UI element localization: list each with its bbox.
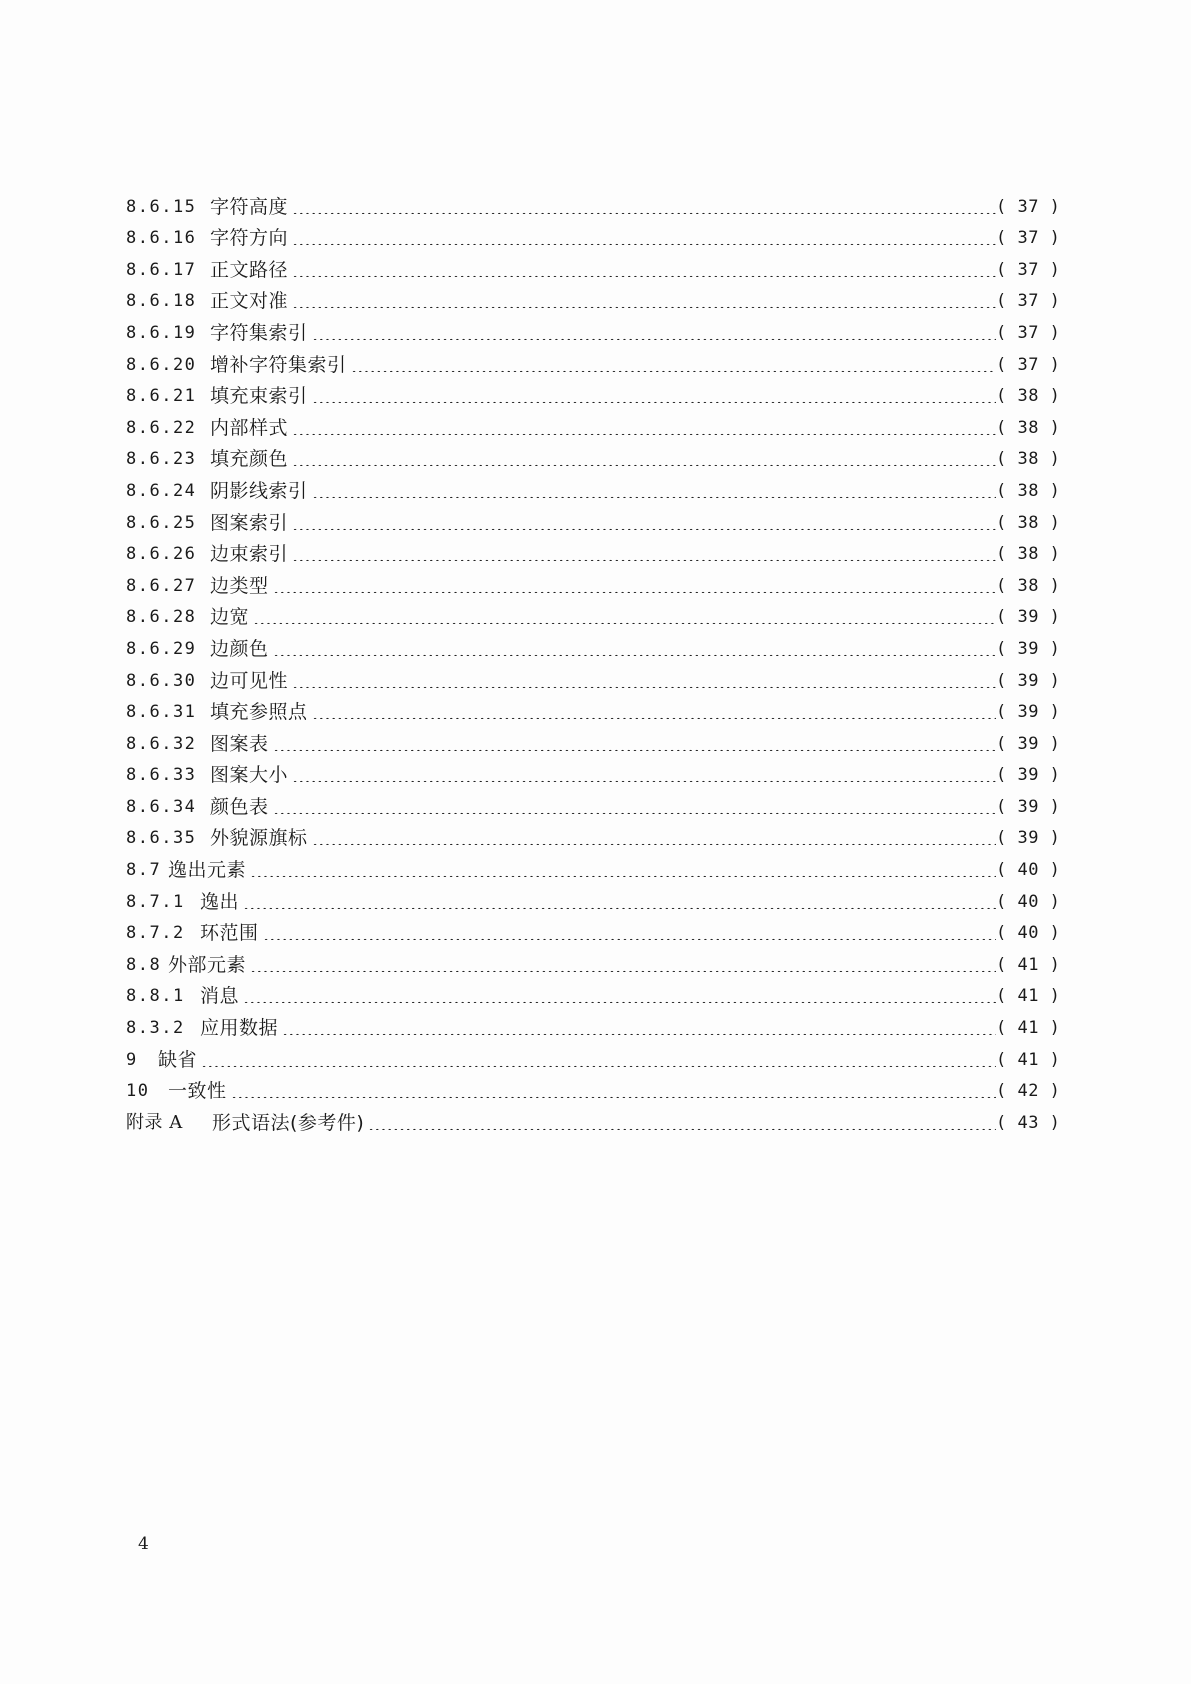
toc-entry-page: ( 38 ) (996, 386, 1061, 407)
toc-entry-page: ( 39 ) (996, 702, 1061, 723)
toc-entry-page: ( 39 ) (996, 796, 1061, 817)
toc-entry (126, 597, 1060, 629)
toc-entry (126, 1102, 1060, 1134)
toc-entry (126, 976, 1060, 1008)
toc-entry-number: 8.6.21 (126, 386, 197, 407)
toc-entry-page: ( 39 ) (996, 638, 1061, 659)
dot-leader (292, 547, 996, 561)
dot-leader (292, 674, 996, 688)
toc-entry-number: 8.6.35 (126, 828, 197, 849)
toc-entry-page: ( 41 ) (996, 954, 1061, 975)
toc-entry (126, 249, 1060, 281)
toc-entry-page: ( 39 ) (996, 670, 1061, 691)
toc-entry (126, 186, 1060, 218)
dot-leader (292, 516, 996, 530)
toc-entry (126, 565, 1060, 597)
toc-entry (126, 660, 1060, 692)
toc-entry-number: 8.6.24 (126, 480, 197, 501)
toc-entry-number: 8.7.2 (126, 923, 185, 944)
toc-entry-page: ( 40 ) (996, 860, 1061, 881)
toc-entry-page: ( 41 ) (996, 986, 1061, 1007)
dot-leader (282, 1021, 996, 1035)
toc-entry (126, 723, 1060, 755)
toc-entry (126, 692, 1060, 724)
toc-entry (126, 344, 1060, 376)
toc-entry-title: 字符集索引 (210, 321, 308, 344)
toc-entry-page: ( 37 ) (996, 354, 1061, 375)
toc-entry-number: 8.6.28 (126, 607, 197, 628)
toc-entry-number: 附录 A (126, 1111, 183, 1133)
toc-entry (126, 376, 1060, 408)
dot-leader (292, 263, 996, 277)
toc-entry-number: 9 (126, 1049, 138, 1070)
dot-leader (253, 610, 996, 624)
toc-entry-page: ( 37 ) (996, 228, 1061, 249)
toc-entry-page: ( 38 ) (996, 544, 1061, 565)
toc-entry-title: 边颜色 (210, 637, 269, 660)
table-of-contents (126, 186, 1060, 1134)
toc-entry-page: ( 39 ) (996, 765, 1061, 786)
toc-entry-page: ( 38 ) (996, 417, 1061, 438)
toc-entry-page: ( 42 ) (996, 1081, 1061, 1102)
toc-entry-number: 8.6.32 (126, 733, 197, 754)
dot-leader (243, 895, 996, 909)
dot-leader (312, 326, 996, 340)
toc-entry-page: ( 40 ) (996, 923, 1061, 944)
dot-leader (201, 1053, 996, 1067)
toc-entry-title: 应用数据 (200, 1017, 279, 1040)
dot-leader (292, 768, 996, 782)
toc-entry-title: 内部样式 (210, 416, 289, 439)
toc-entry-number: 8.6.19 (126, 322, 197, 343)
toc-entry-title: 字符高度 (210, 195, 289, 218)
toc-entry (126, 407, 1060, 439)
toc-entry-number: 8.6.25 (126, 512, 197, 533)
dot-leader (368, 1116, 996, 1130)
toc-entry-title: 边类型 (210, 574, 269, 597)
toc-entry-page: ( 43 ) (996, 1112, 1061, 1133)
toc-entry (126, 1071, 1060, 1103)
toc-entry-number: 8.6.31 (126, 702, 197, 723)
toc-entry-title: 逸出元素 (168, 859, 247, 882)
toc-entry-page: ( 40 ) (996, 891, 1061, 912)
toc-entry (126, 281, 1060, 313)
toc-entry-title: 颜色表 (210, 795, 269, 818)
toc-entry-number: 8.6.16 (126, 228, 197, 249)
toc-entry-title: 填充束索引 (210, 385, 308, 408)
toc-entry (126, 534, 1060, 566)
toc-entry-title: 填充参照点 (210, 701, 308, 724)
dot-leader (231, 1084, 996, 1098)
dot-leader (292, 200, 996, 214)
dot-leader (292, 421, 996, 435)
dot-leader (250, 958, 996, 972)
toc-entry-page: ( 38 ) (996, 575, 1061, 596)
toc-entry (126, 1039, 1060, 1071)
toc-entry-page: ( 39 ) (996, 828, 1061, 849)
toc-entry-number: 8.6.20 (126, 354, 197, 375)
toc-entry (126, 881, 1060, 913)
toc-entry-title: 消息 (200, 985, 240, 1008)
toc-entry-number: 8.6.30 (126, 670, 197, 691)
toc-entry (126, 439, 1060, 471)
dot-leader (351, 358, 996, 372)
toc-entry-number: 8.8.1 (126, 986, 185, 1007)
dot-leader (243, 989, 996, 1003)
toc-entry-title: 图案索引 (210, 511, 289, 534)
toc-entry-number: 8.8 (126, 954, 162, 975)
dot-leader (273, 800, 996, 814)
toc-entry-page: ( 37 ) (996, 291, 1061, 312)
toc-entry-page: ( 38 ) (996, 512, 1061, 533)
toc-entry (126, 470, 1060, 502)
toc-entry-page: ( 41 ) (996, 1049, 1061, 1070)
toc-entry (126, 786, 1060, 818)
toc-entry-page: ( 39 ) (996, 607, 1061, 628)
toc-entry-title: 环范围 (200, 922, 259, 945)
dot-leader (312, 484, 996, 498)
toc-entry (126, 1007, 1060, 1039)
toc-entry-number: 8.6.34 (126, 796, 197, 817)
page-number: 4 (138, 1534, 149, 1554)
dot-leader (312, 389, 996, 403)
toc-entry-title: 外部元素 (168, 953, 247, 976)
toc-entry-title: 一致性 (168, 1080, 227, 1103)
toc-entry-title: 字符方向 (210, 227, 289, 250)
dot-leader (292, 294, 996, 308)
toc-entry-title: 外貌源旗标 (210, 827, 308, 850)
toc-entry (126, 755, 1060, 787)
toc-entry-number: 8.6.23 (126, 449, 197, 470)
toc-entry-page: ( 38 ) (996, 449, 1061, 470)
toc-entry-title: 阴影线索引 (210, 479, 308, 502)
toc-entry-number: 8.7 (126, 860, 162, 881)
toc-entry (126, 218, 1060, 250)
dot-leader (263, 926, 996, 940)
dot-leader (312, 705, 996, 719)
toc-entry-number: 8.6.17 (126, 259, 197, 280)
toc-entry-page: ( 39 ) (996, 733, 1061, 754)
toc-entry-number: 8.6.22 (126, 417, 197, 438)
toc-entry (126, 849, 1060, 881)
dot-leader (273, 737, 996, 751)
toc-entry-page: ( 37 ) (996, 196, 1061, 217)
dot-leader (292, 231, 996, 245)
toc-entry-number: 8.6.27 (126, 575, 197, 596)
dot-leader (292, 452, 996, 466)
toc-entry-title: 边束索引 (210, 543, 289, 566)
toc-entry-title: 形式语法(参考件) (212, 1111, 365, 1134)
toc-entry-title: 增补字符集索引 (210, 353, 347, 376)
toc-entry (126, 913, 1060, 945)
dot-leader (250, 863, 996, 877)
toc-entry-title: 正文对准 (210, 290, 289, 313)
toc-entry-page: ( 41 ) (996, 1018, 1061, 1039)
toc-entry (126, 944, 1060, 976)
toc-entry-page: ( 38 ) (996, 480, 1061, 501)
toc-entry-title: 缺省 (158, 1048, 198, 1071)
dot-leader (273, 642, 996, 656)
toc-entry-title: 填充颜色 (210, 448, 289, 471)
toc-entry-number: 8.6.33 (126, 765, 197, 786)
toc-entry-title: 正文路径 (210, 258, 289, 281)
toc-entry-number: 10 (126, 1081, 150, 1102)
toc-entry-title: 边宽 (210, 606, 250, 629)
toc-entry-title: 逸出 (200, 890, 240, 913)
toc-entry-number: 8.3.2 (126, 1018, 185, 1039)
toc-entry (126, 502, 1060, 534)
toc-entry (126, 818, 1060, 850)
toc-entry-page: ( 37 ) (996, 259, 1061, 280)
toc-entry (126, 628, 1060, 660)
toc-entry-number: 8.6.29 (126, 638, 197, 659)
dot-leader (273, 579, 996, 593)
toc-entry-number: 8.6.26 (126, 544, 197, 565)
toc-entry-page: ( 37 ) (996, 322, 1061, 343)
toc-entry-number: 8.7.1 (126, 891, 185, 912)
toc-entry-title: 边可见性 (210, 669, 289, 692)
dot-leader (312, 831, 996, 845)
toc-entry-title: 图案表 (210, 732, 269, 755)
toc-entry (126, 312, 1060, 344)
toc-entry-number: 8.6.15 (126, 196, 197, 217)
toc-entry-number: 8.6.18 (126, 291, 197, 312)
toc-entry-title: 图案大小 (210, 764, 289, 787)
